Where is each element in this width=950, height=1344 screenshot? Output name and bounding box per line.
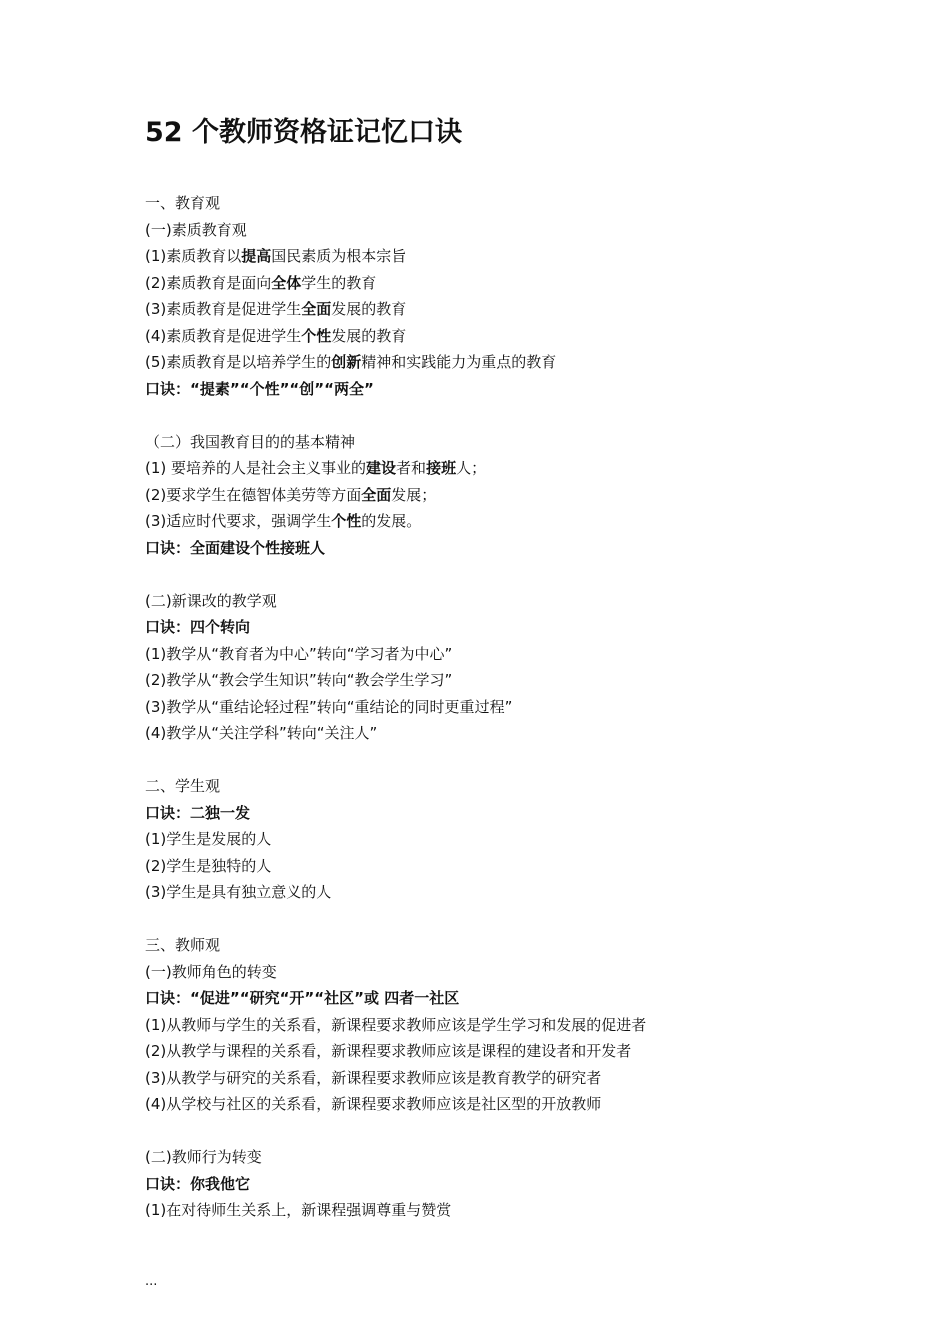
line-text: 发展的教育 <box>331 300 407 318</box>
text-line <box>145 376 865 403</box>
text-line <box>145 959 865 986</box>
line-text: 三、教师观 <box>145 936 221 954</box>
text-line <box>145 694 865 721</box>
line-text: 口诀：你我他它 <box>145 1174 251 1193</box>
emphasis-text: 创新 <box>331 353 362 371</box>
line-text: (一)素质教育观 <box>145 220 247 239</box>
line-text: (4)教学从“关注学科”转向“关注人” <box>145 724 378 742</box>
text-line <box>145 853 865 880</box>
text-line <box>145 508 865 535</box>
line-text: 口诀：“促进”“研究“开”“社区”或 四者一社区 <box>145 989 460 1007</box>
text-line <box>145 614 865 641</box>
document-body <box>145 190 865 1224</box>
line-text: (3)素质教育是促进学生 <box>145 300 302 318</box>
line-text: (4)从学校与社区的关系看，新课程要求教师应该是社区型的开放教师 <box>145 1095 602 1113</box>
text-line <box>145 217 865 244</box>
line-text: (2)教学从“教会学生知识”转向“教会学生学习” <box>145 671 453 689</box>
text-line <box>145 535 865 562</box>
text-line <box>145 1038 865 1065</box>
line-text: (二)教师行为转变 <box>145 1148 262 1166</box>
emphasis-text: 全面 <box>361 485 392 504</box>
emphasis-text: 个性 <box>331 512 362 530</box>
line-text: 口诀：四个转向 <box>145 618 251 636</box>
emphasis-text: 个性 <box>301 326 332 345</box>
line-text: (3)适应时代要求，强调学生 <box>145 512 332 530</box>
blank-line <box>145 402 865 429</box>
blank-line <box>145 906 865 933</box>
line-text: (二)新课改的教学观 <box>145 591 277 610</box>
line-text: 口诀：全面建设个性接班人 <box>145 538 326 557</box>
text-line <box>145 879 865 906</box>
text-line <box>145 720 865 747</box>
text-line <box>145 482 865 509</box>
text-line <box>145 1197 865 1224</box>
line-text: (1)从教师与学生的关系看，新课程要求教师应该是学生学习和发展的促进者 <box>145 1015 647 1034</box>
line-text: 学生的教育 <box>301 273 377 292</box>
text-line <box>145 1144 865 1171</box>
line-text: 精神和实践能力为重点的教育 <box>361 353 557 371</box>
line-text: (4)素质教育是促进学生 <box>145 326 302 345</box>
line-text: 人； <box>456 459 487 477</box>
line-text: (1) 要培养的人是社会主义事业的 <box>145 459 367 477</box>
text-line <box>145 270 865 297</box>
line-text: (3)学生是具有独立意义的人 <box>145 883 332 901</box>
text-line <box>145 455 865 482</box>
emphasis-text: 接班 <box>426 459 457 477</box>
text-line <box>145 588 865 615</box>
text-line <box>145 1065 865 1092</box>
line-text: 一、教育观 <box>145 194 221 212</box>
blank-line <box>145 561 865 588</box>
line-text: (1)素质教育以 <box>145 247 242 265</box>
line-text: (1)学生是发展的人 <box>145 830 272 848</box>
text-line <box>145 667 865 694</box>
text-line <box>145 800 865 827</box>
text-line <box>145 826 865 853</box>
text-line <box>145 1091 865 1118</box>
line-text: (1)教学从“教育者为中心”转向“学习者为中心” <box>145 644 453 663</box>
text-line <box>145 296 865 323</box>
emphasis-text: 全面 <box>301 300 332 318</box>
line-text: （二）我国教育目的的基本精神 <box>145 432 356 451</box>
text-line <box>145 1171 865 1198</box>
line-text: (3)教学从“重结论轻过程”转向“重结论的同时更重过程” <box>145 697 513 716</box>
line-text: 的发展。 <box>361 512 422 530</box>
line-text: 发展； <box>391 485 437 504</box>
line-text: (1)在对待师生关系上，新课程强调尊重与赞赏 <box>145 1201 452 1219</box>
line-text: (一)教师角色的转变 <box>145 962 277 981</box>
line-text: 口诀：“提素”“个性”“创”“两全” <box>145 379 374 398</box>
line-text: (2)要求学生在德智体美劳等方面 <box>145 485 362 504</box>
line-text: 口诀：二独一发 <box>145 803 251 822</box>
text-line <box>145 641 865 668</box>
emphasis-text: 建设 <box>366 459 397 477</box>
line-text: 国民素质为根本宗旨 <box>271 247 407 265</box>
line-text: (3)从教学与研究的关系看，新课程要求教师应该是教育教学的研究者 <box>145 1068 602 1087</box>
text-line <box>145 1012 865 1039</box>
blank-line <box>145 1118 865 1145</box>
line-text: 者和 <box>396 459 427 477</box>
blank-line <box>145 747 865 774</box>
text-line <box>145 773 865 800</box>
text-line <box>145 429 865 456</box>
continuation-ellipsis: ... <box>145 1274 158 1289</box>
emphasis-text: 全体 <box>271 273 302 292</box>
line-text: (2)学生是独特的人 <box>145 856 272 875</box>
text-line <box>145 190 865 217</box>
text-line <box>145 243 865 270</box>
text-line <box>145 349 865 376</box>
line-text: (2)素质教育是面向 <box>145 273 272 292</box>
line-text: (2)从教学与课程的关系看，新课程要求教师应该是课程的建设者和开发者 <box>145 1042 632 1060</box>
line-text: 二、学生观 <box>145 777 221 795</box>
line-text: (5)素质教育是以培养学生的 <box>145 353 332 371</box>
text-line <box>145 932 865 959</box>
text-line <box>145 323 865 350</box>
text-line <box>145 985 865 1012</box>
document-title: 52 个教师资格证记忆口诀 <box>145 117 462 148</box>
line-text: 发展的教育 <box>331 326 407 345</box>
emphasis-text: 提高 <box>241 247 272 265</box>
